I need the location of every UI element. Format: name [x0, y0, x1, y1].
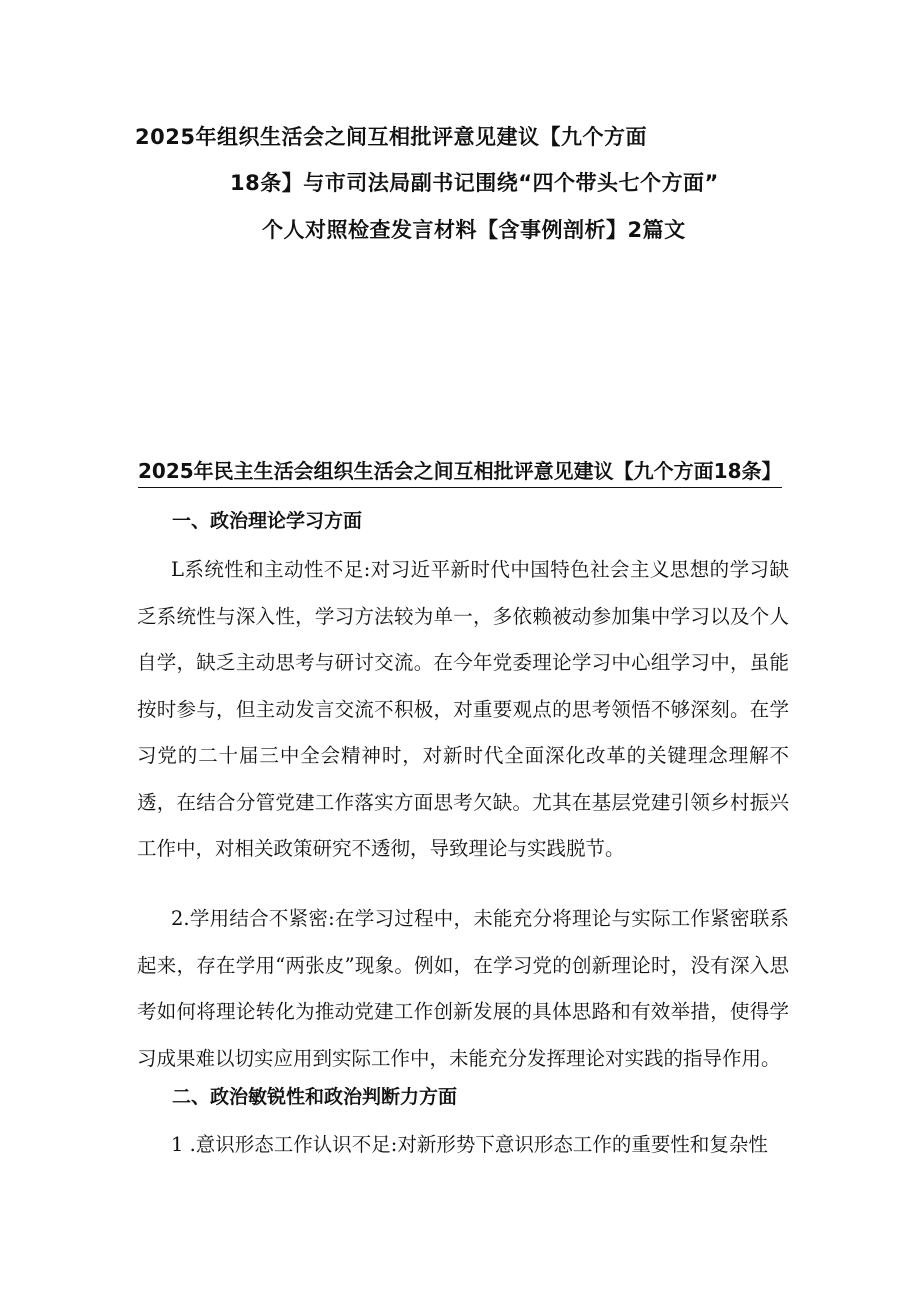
title-line-1: 2025年组织生活会之间互相批评意见建议【九个方面 [135, 125, 647, 149]
title-line-3: 个人对照检查发言材料【含事例剖析】2篇文 [262, 218, 686, 242]
paragraph-ideology-work: 1 .意识形态工作认识不足:对新形势下意识形态工作的重要性和复杂性 [171, 1133, 768, 1156]
paragraph-systematic-study: L系统性和主动性不足:对习近平新时代中国特色社会主义思想的学习缺乏系统性与深入性，学习方法较为单一，多依赖被动参加集中学习以及个人自学，缺乏主动思考与研讨交流。在今年党委理论学习中心组学习中，虽能按时参与，但主动发言交流不积极，对重要观点的思考领悟不够深刻。在学习党的二十届三中全会精神时，对新时代全面深化改革的关键理念理解不透，在结合分管党建工作落实方面思考欠缺。尤其在基层党建引领乡村振兴工作中，对相关政策研究不透彻，导致理论与实践脱节。 [137, 558, 789, 860]
paragraph-study-application: 2.学用结合不紧密:在学习过程中，未能充分将理论与实际工作紧密联系起来，存在学用“两张皮”现象。例如，在学习党的创新理论时，没有深入思考如何将理论转化为推动党建工作创新发展的具体思路和有效举措，使得学习成果难以切实应用到实际工作中，未能充分发挥理论对实践的指导作用。 [137, 907, 789, 1070]
section-heading: 2025年民主生活会组织生活会之间互相批评意见建议【九个方面18条】 [138, 456, 782, 488]
subsection-heading-political-theory: 一、政治理论学习方面 [172, 510, 363, 532]
title-line-2: 18条】与市司法局副书记围绕“四个带头七个方面” [230, 171, 719, 195]
subsection-heading-political-sensitivity: 二、政治敏锐性和政治判断力方面 [172, 1086, 458, 1108]
